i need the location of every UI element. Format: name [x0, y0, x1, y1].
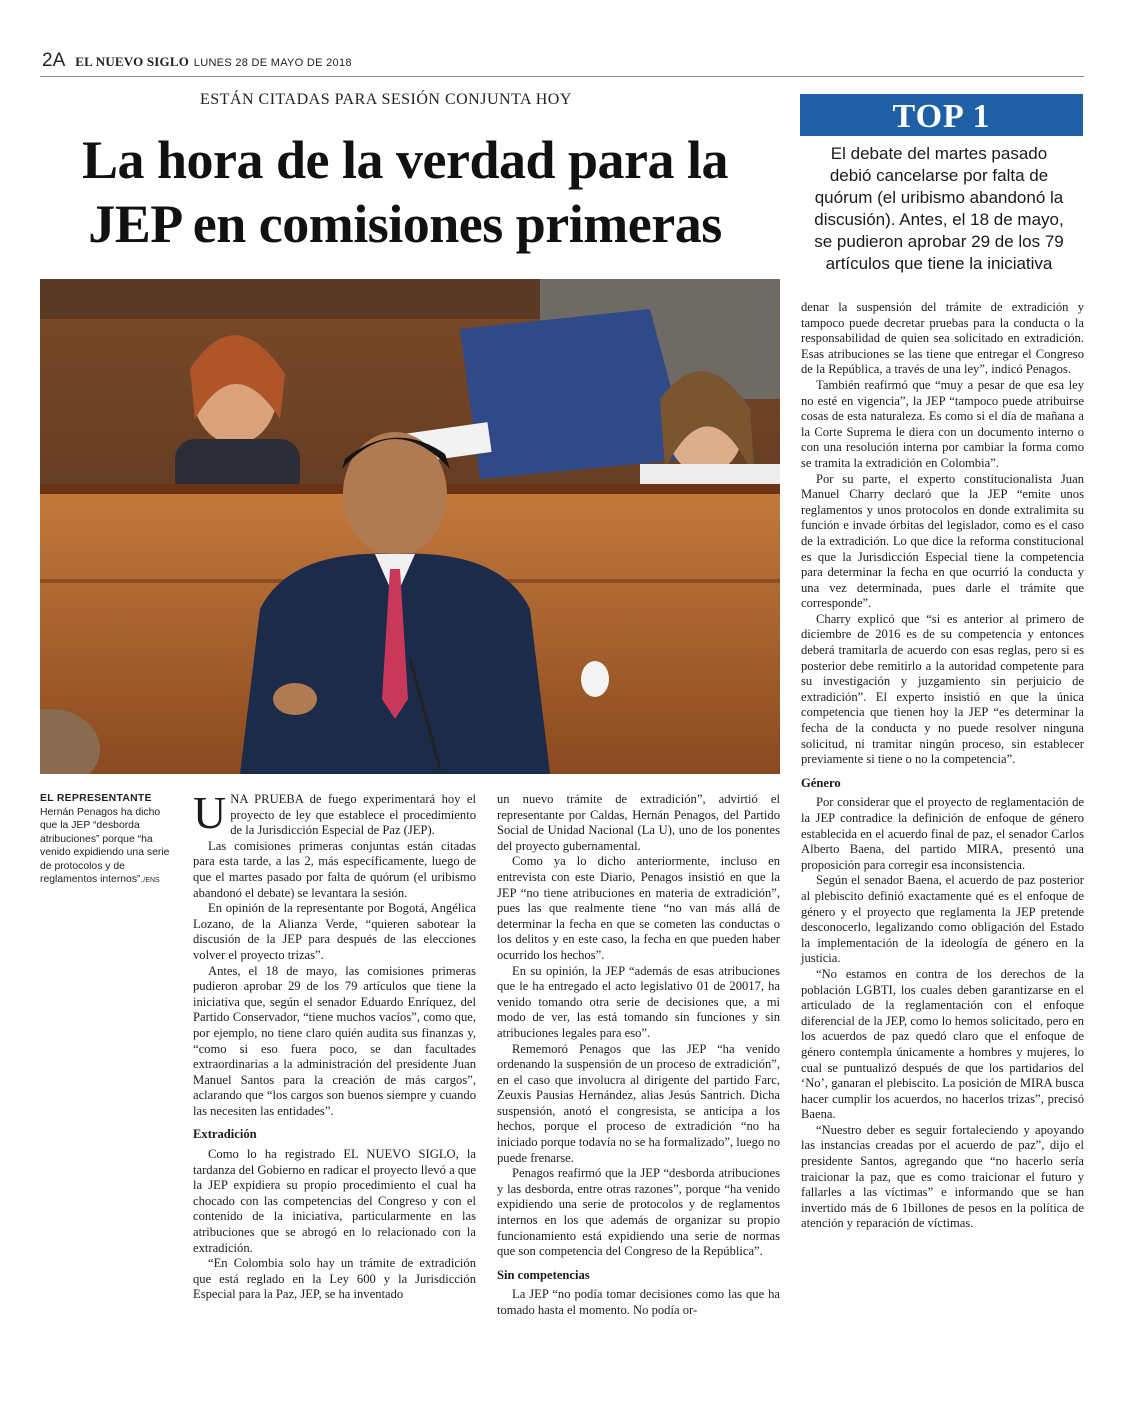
article-paragraph: Como ya lo dicho anteriormente, incluso en entrevista con este Diario, Penagos insistió en que la JEP “no tiene atribuciones en materia de extradición”, pues las que realmente tiene “no van más allá de determinar la fecha en que se cometen las conductas o los delitos y en este caso, la fecha en que pueden haber ocurrido los hechos”.	[497, 854, 780, 962]
caption-title: EL REPRESENTANTE	[40, 793, 152, 804]
top-box-text: El debate del martes pasado debió cancelarse por falta de quórum (el uribismo abandonó la discusión). Antes, el 18 de mayo, se pudieron aprobar 29 de los 79 artículos que tiene la iniciativa	[814, 144, 1064, 273]
article-headline: La hora de la verdad para la JEP en comisiones primeras	[81, 130, 729, 254]
subheading-sin-competencias: Sin competencias	[497, 1267, 590, 1282]
article-paragraph: Penagos reafirmó que la JEP “desborda atribuciones y las desborda, entre otras razones”, porque “ha venido expidiendo una serie de protocolos y de reglamentos internos en los que además de organizar su propio funcionamiento está expidiendo una serie de normas que son competencia del Congreso de la República”.	[497, 1166, 780, 1259]
article-paragraph: Por considerar que el proyecto de reglamentación de la JEP contradice la definición de enfoque de género establecida en el acuerdo final de paz, el senador Carlos Alberto Baena, del partido MIRA, presentó una proposición para corregir esa inconsistencia.	[801, 795, 1084, 872]
article-paragraph: Las comisiones primeras conjuntas están citadas para esta tarde, a las 2, más específicamente, luego de que el martes pasado por falta de quórum (el uribismo abandonó el debate) se levantara la sesión.	[193, 838, 476, 900]
newspaper-name: EL NUEVO SIGLO	[75, 54, 190, 69]
article-paragraph: Como lo ha registrado EL NUEVO SIGLO, la tardanza del Gobierno en radicar el proyecto llevó a que la JEP expidiera su propio procedimiento el cual ha chocado con las competencias del Congreso y con el contenido de la iniciativa, particularmente en las atribuciones que se abrogó en lo relacionado con la extradición.	[193, 1147, 476, 1255]
subheading-genero: Género	[801, 775, 841, 790]
article-paragraph: Charry explicó que “si es anterior al primero de diciembre de 2016 es de su competencia y entonces deberá tramitarla de acuerdo con esas reglas, pero si es posterior debe remitirlo a la autoridad competente para su investigación y juzgamiento sin perjuicio de extradición”. El experto insistió en que la única competencia que tienen hoy la JEP “es determinar la fecha de la conducta y no puede resolver ninguna solicitud, ni tramitar ningún proceso, sin establecer previamente si tiene o no la competencia”.	[801, 611, 1084, 767]
drop-cap: U	[193, 787, 227, 838]
article-paragraph: Por su parte, el experto constitucionalista Juan Manuel Charry declaró que la JEP “emite unos reglamentos y unos protocolos en donde extralimita su función e invade órbitas del legislador, como es el caso de la extradición. Lo que dice la reforma constitucional es que la Jurisdicción Especial tiene la competencia para determinar la fecha en que ocurrió la conducta y una vez determinada, pues darle el trámite que corresponde”.	[801, 471, 1084, 611]
article-paragraph: un nuevo trámite de extradición”, advirtió el representante por Caldas, Hernán Penagos, del Partido Social de Unidad Nacional (La U), uno de los ponentes del proyecto gubernamental.	[497, 792, 780, 853]
article-paragraph: Antes, el 18 de mayo, las comisiones primeras pudieron aprobar 29 de los 79 artículos que tiene la iniciativa que, según el senador Eduardo Enríquez, del Partido Conservador, “tiene muchos vacíos”, como que, por ejemplo, no tiene claro quién audita sus finanzas y, “como si eso fuera poco, se dan facultades extraordinarias a la administración del presidente Juan Manuel Santos para la creación de más cargos”, aclarando que “los cargos son buenos siempre y cuando las necesiten las entidades”.	[193, 963, 476, 1118]
top-box-banner	[800, 94, 1083, 136]
article-paragraph: Según el senador Baena, el acuerdo de paz posterior al plebiscito definió exactamente qué es el enfoque de género y el proyecto que reglamenta la JEP pretende desconocerlo, legalizando como obligación del Estado la implementación de la ideología de género en la justicia.	[801, 873, 1084, 966]
article-column-3	[801, 300, 1084, 1232]
subheading-extradicion: Extradición	[193, 1127, 257, 1142]
page-number: 2A	[42, 50, 66, 71]
article-column-2	[497, 792, 780, 1319]
photo-credit: /ENS	[143, 877, 160, 884]
top-box-label: TOP 1	[892, 98, 991, 135]
article-column-1	[193, 787, 476, 1303]
article-paragraph: También reafirmó que “muy a pesar de que esa ley no esté en vigencia”, la JEP “tampoco puede atribuirse cosas de esta naturaleza. Es como si el día de mañana a la Corte Suprema le diera con un documento interno o con una resolución interna por cambiar la forma como se tramita la extradición en Colombia”.	[801, 377, 1084, 470]
page-folio	[42, 50, 352, 72]
photo-illustration	[40, 279, 780, 774]
article-paragraph: En opinión de la representante por Bogotá, Angélica Lozano, de la Alianza Verde, “quieren sabotear la discusión de la JEP para después de las elecciones volver el proyecto trizas”.	[193, 901, 476, 962]
caption-text: Hernán Penagos ha dicho que la JEP “desborda atribuciones” porque “ha venido expidiendo una serie de protocolos y de reglamentos internos”.	[40, 806, 170, 885]
article-paragraph: La JEP “no podía tomar decisiones como las que ha tomado hasta el momento. No podía or-	[497, 1287, 780, 1317]
article-paragraph: UNA PRUEBA de fuego experimentará hoy el proyecto de ley que establece el procedimiento de la Jurisdicción Especial de Paz (JEP).	[193, 787, 476, 838]
article-paragraph: “No estamos en contra de los derechos de la población LGBTI, los cuales deben garantizarse en el articulado de la reglamentación con el enfoque diferencial de la JEP, como lo hemos solicitado, pero en los acuerdos de paz quedó claro que el enfoque de género contempla únicamente a hombres y mujeres, lo cual se puntualizó después de que los partidarios del ‘No’, ganaran el plebiscito. La posición de MIRA busca hacer cumplir los acuerdos, no hacerlos trizas”, precisó Baena.	[801, 966, 1084, 1122]
article-photo	[40, 279, 780, 774]
issue-date: LUNES 28 DE MAYO DE 2018	[193, 57, 352, 69]
article-kicker: ESTÁN CITADAS PARA SESIÓN CONJUNTA HOY	[200, 91, 572, 108]
header-rule	[40, 76, 1084, 77]
article-paragraph: “Nuestro deber es seguir fortaleciendo y apoyando las instancias creadas por el acuerdo de paz”, dijo el presidente Santos, agregando que “no hacerlo sería traicionar la paz, que es como traicionar el futuro y fallarles a las víctimas” e informando que se han invertido más de 6 1billones de pesos en la política de atención y reparación de víctimas.	[801, 1122, 1084, 1231]
article-paragraph: “En Colombia solo hay un trámite de extradición que está reglado en la Ley 600 y la Jurisdicción Especial para la Paz, JEP, se ha inventado	[193, 1256, 476, 1302]
article-paragraph: denar la suspensión del trámite de extradición y tampoco puede decretar pruebas para la conducta o la responsabilidad de quien sea solicitado en extradición. Esas atribuciones se las tiene que entregar el Congreso de la República, a través de una ley”, indicó Penagos.	[801, 300, 1084, 377]
photo-caption	[40, 792, 170, 888]
article-paragraph: Rememoró Penagos que las JEP “ha venido ordenando la suspensión de un proceso de extradición”, en el caso que involucra al dirigente del partido Farc, Zeuxis Pausias Hernández, alias Jesús Santrich. Dicha suspensión, anotó el congresista, se anticipa a los hechos, porque el proceso de extradición “no ha iniciado porque todavía no se ha formalizado”, luego no puede frenarse.	[497, 1041, 780, 1165]
article-paragraph: En su opinión, la JEP “además de esas atribuciones que le ha entregado el acto legislativo 01 de 20017, ha venido tomando otra serie de decisiones que, a mi modo de ver, las está tomando sin funciones y sin atribuciones legales para eso”.	[497, 963, 780, 1040]
